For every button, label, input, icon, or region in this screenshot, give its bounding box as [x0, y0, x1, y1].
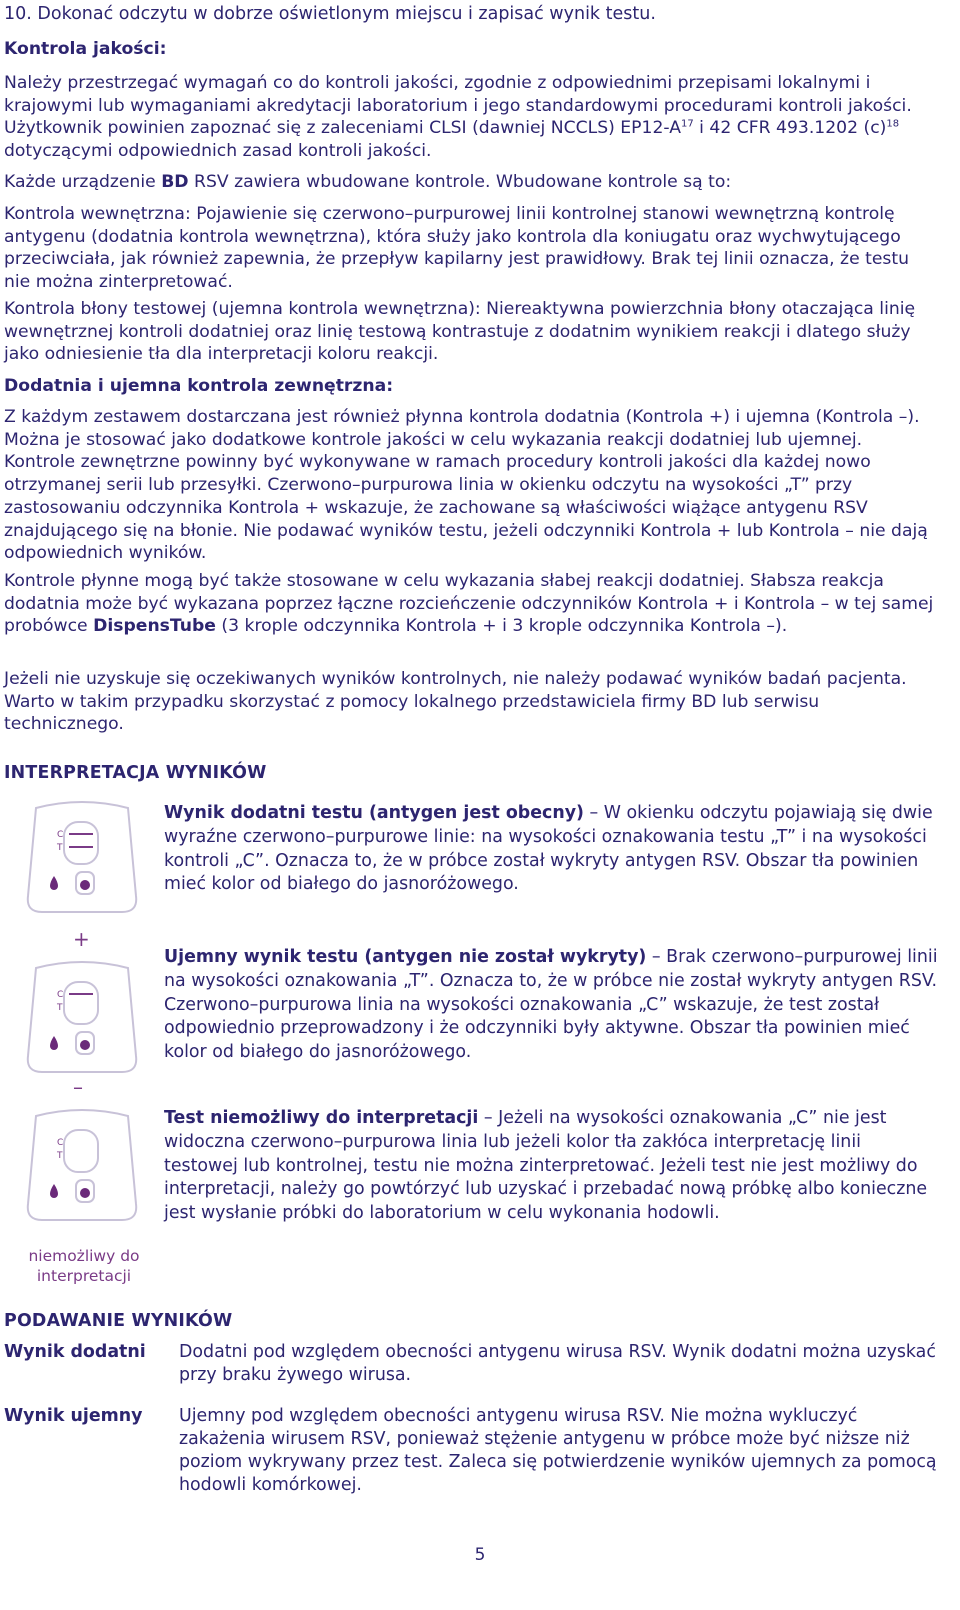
step-10: 10. Dokonać odczytu w dobrze oświetlonym miejscu i zapisać wynik testu.	[4, 4, 656, 24]
invalid-cassette-icon	[18, 1108, 146, 1226]
negative-cassette-icon	[18, 960, 146, 1078]
invalid-result-label: Test niemożliwy do interpretacji	[164, 1108, 479, 1128]
quality-paragraph-1	[4, 72, 938, 163]
report-negative-text: Ujemny pod względem obecności antygenu wirusa RSV. Nie można wykluczyć zakażenia wirusem RSV, ponieważ stężenie antygenu w próbce może być niższe niż poziom wykrywany przez test. Zaleca się potwierdzenie wyników ujemnych za pomocą hodowli komórkowej.	[179, 1406, 937, 1495]
quality-paragraph-2	[4, 171, 938, 194]
plus-label: +	[73, 927, 90, 951]
invalid-caption: niemożliwy do interpretacji	[28, 1247, 140, 1285]
cassette-c-label: C	[57, 830, 64, 840]
quality-text: dotyczącymi odpowiednich zasad kontroli jakości.	[4, 141, 432, 162]
positive-cassette-icon	[18, 800, 146, 918]
cassette-t-label: T	[57, 1151, 63, 1161]
external-paragraph-2	[4, 570, 938, 638]
quality-text: Każde urządzenie	[4, 172, 162, 192]
invalid-result-description	[164, 1107, 939, 1226]
reference-17: 17	[680, 118, 694, 130]
negative-result-label: Ujemny wynik testu (antygen nie został wykryty)	[164, 947, 647, 967]
bd-brand: BD	[161, 172, 189, 192]
negative-result-text: – Brak czerwono–purpurowej linii na wysokości oznakowania „T”. Oznacza to, że w próbce nie został wykryty antygen RSV. Czerwono–purpurowa linia na wysokości oznakowania „C” wskazuje, że test został odpowiednio przeprowadzony i że odczynniki były aktywne. Obszar tła powinien mieć kolor od białego do jasnoróżowego.	[164, 947, 938, 1063]
quality-heading: Kontrola jakości:	[4, 39, 167, 59]
external-paragraph-1: Z każdym zestawem dostarczana jest również płynna kontrola dodatnia (Kontrola +) i ujemna (Kontrola –). Można je stosować jako dodatkowe kontrole jakości w celu wykazania reakcji dodatniej lub ujemnej. Kontrole zewnętrzne powinny być wykonywane w ramach procedury kontroli jakości dla każdej nowo otrzymanej serii lub przesyłki. Czerwono–purpurowa linia w okienku odczytu na wysokości „T” przy zastosowaniu odczynnika Kontrola + wskazuje, że zachowane są właściwości wiążące antygenu RSV znajdującego się na błonie. Nie podawać wyników testu, jeżeli odczynniki Kontrola + lub Kontrola – nie dają odpowiednich wyników.	[4, 407, 928, 564]
reference-18: 18	[886, 118, 900, 130]
cassette-t-label: T	[57, 1003, 63, 1013]
cassette-c-label: C	[57, 990, 64, 1000]
minus-label: –	[73, 1075, 83, 1099]
quality-text: Należy przestrzegać wymagań co do kontroli jakości, zgodnie z odpowiednimi przepisami lokalnymi i krajowymi lub wymaganiami akredytacji laboratorium i jego standardowymi procedurami kontroli jakości. Użytkownik powinien zapoznać się z zaleceniami CLSI (dawniej NCCLS) EP12-A	[4, 73, 912, 139]
quality-text: i 42 CFR 493.1202 (c)	[693, 118, 887, 139]
external-text: Kontrole płynne mogą być także stosowane w celu wykazania słabej reakcji dodatniej. Słabsza reakcja dodatnia może być wykazana poprzez łączne rozcieńczenie odczynników Kontrola + i Kontrola – w tej samej probówce	[4, 571, 934, 637]
report-positive-text: Dodatni pod względem obecności antygenu wirusa RSV. Wynik dodatni można uzyskać przy braku żywego wirusa.	[179, 1342, 936, 1385]
positive-result-paragraph	[164, 802, 939, 897]
interpretation-heading: INTERPRETACJA WYNIKÓW	[4, 763, 267, 783]
report-positive-label: Wynik dodatni	[4, 1342, 146, 1362]
invalid-result-paragraph	[164, 1107, 939, 1226]
membrane-control-paragraph: Kontrola błony testowej (ujemna kontrola wewnętrzna): Niereaktywna powierzchnia błony otaczająca linię wewnętrznej kontroli dodatniej oraz linię testową kontrastuje z dodatnim wynikiem reakcji i dlatego służy jako odniesienie tła dla interpretacji koloru reakcji.	[4, 299, 916, 365]
report-negative-label: Wynik ujemny	[4, 1406, 143, 1426]
external-text: (3 krople odczynnika Kontrola + i 3 krople odczynnika Kontrola –).	[215, 616, 788, 637]
quality-text: RSV zawiera wbudowane kontrole. Wbudowane kontrole są to:	[188, 172, 732, 192]
dispenstube-brand: DispensTube	[93, 616, 216, 637]
page-number: 5	[474, 1545, 486, 1565]
cassette-t-label: T	[57, 843, 63, 853]
external-paragraph-3: Jeżeli nie uzyskuje się oczekiwanych wyników kontrolnych, nie należy podawać wyników badań pacjenta. Warto w takim przypadku skorzystać z pomocy lokalnego przedstawiciela firmy BD lub serwisu technicznego.	[4, 669, 907, 735]
negative-result-description	[164, 946, 939, 1065]
positive-result-text: – W okienku odczytu pojawiają się dwie wyraźne czerwono–purpurowe linie: na wysokości oznakowania testu „T” i na wysokości kontroli „C”. Oznacza to, że w próbce został wykryty antygen RSV. Obszar tła powinien mieć kolor od białego do jasnoróżowego.	[164, 803, 933, 895]
negative-result-paragraph	[164, 946, 939, 1065]
invalid-result-text: – Jeżeli na wysokości oznakowania „C” nie jest widoczna czerwono–purpurowa linia lub jeżeli kolor tła zakłóca interpretację linii testowej lub kontrolnej, testu nie można zinterpretować. Jeżeli test nie jest możliwy do interpretacji, należy go powtórzyć lub uzyskać i przebadać nową próbkę albo konieczne jest wysłanie próbki do laboratorium w celu wykonania hodowli.	[164, 1108, 928, 1224]
internal-control-paragraph: Kontrola wewnętrzna: Pojawienie się czerwono–purpurowej linii kontrolnej stanowi wewnętrzną kontrolę antygenu (dodatnia kontrola wewnętrzna), która służy jako kontrola dla koniugatu oraz wychwytującego przeciwciała, jak również zapewnia, że przepływ kapilarny jest prawidłowy. Brak tej linii oznacza, że testu nie można zinterpretować.	[4, 204, 910, 293]
positive-result-label: Wynik dodatni testu (antygen jest obecny)	[164, 803, 585, 823]
cassette-c-label: C	[57, 1138, 64, 1148]
reporting-heading: PODAWANIE WYNIKÓW	[4, 1311, 233, 1331]
external-heading: Dodatnia i ujemna kontrola zewnętrzna:	[4, 376, 394, 396]
positive-result-description	[164, 802, 939, 897]
